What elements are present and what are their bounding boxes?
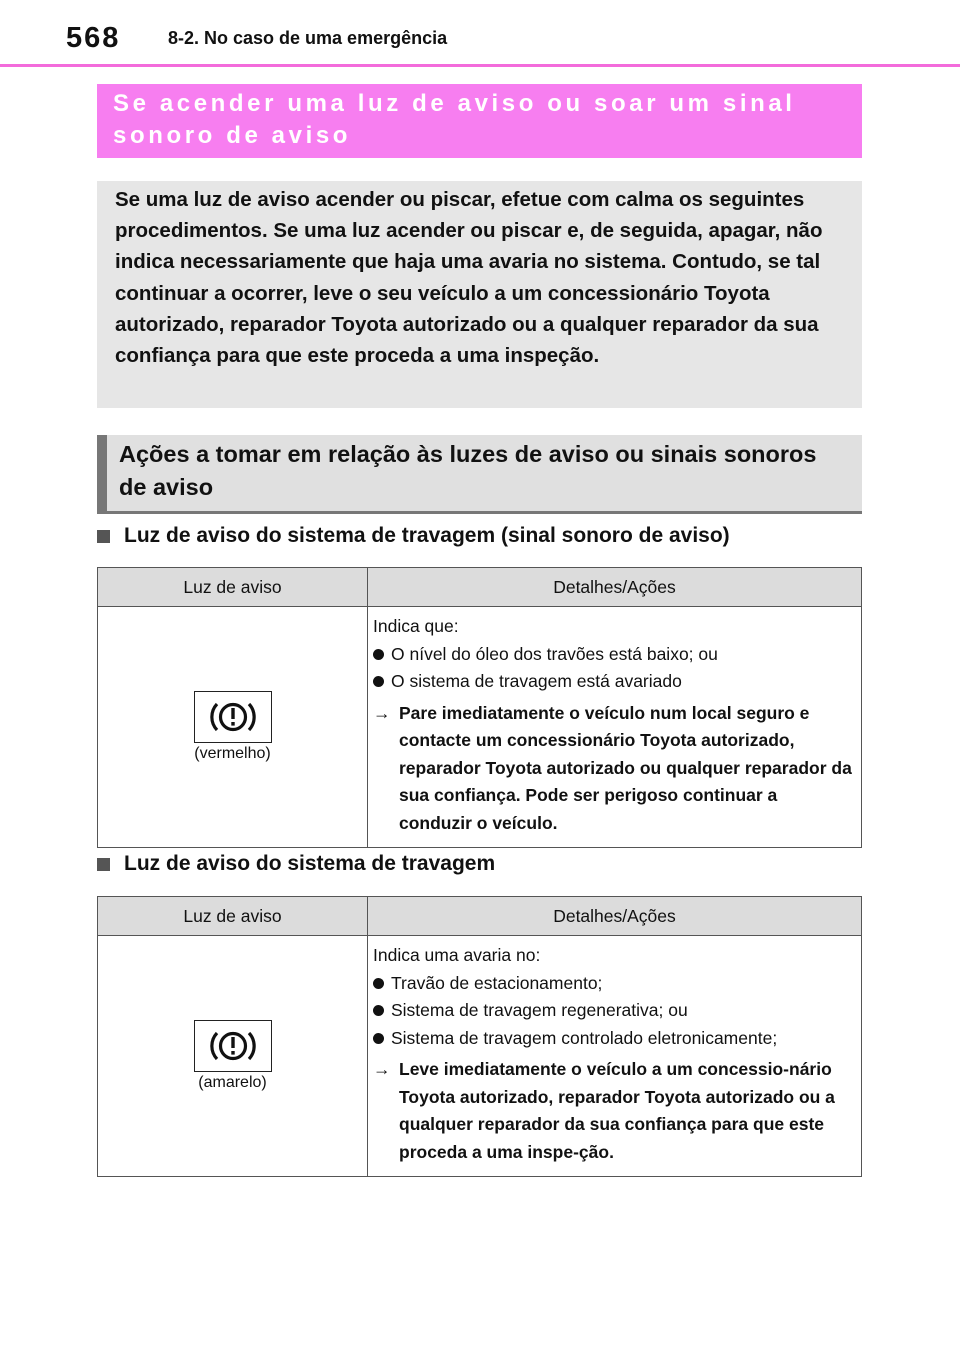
table-header-row xyxy=(98,897,861,936)
column-header-details: Detalhes/Ações xyxy=(553,576,676,597)
warning-table xyxy=(97,896,862,1177)
list-item xyxy=(373,668,855,696)
square-bullet-icon xyxy=(97,530,110,543)
subsection-heading xyxy=(97,524,730,548)
action-text: Leve imediatamente o veículo a um concessio-nário Toyota autorizado, reparador Toyota autorizado ou a qualquer reparador da sua confiança para que este proceda a uma inspe-ção. xyxy=(399,1059,835,1162)
intro-text: Se uma luz de aviso acender ou piscar, efetue com calma os seguintes procedimentos. Se uma luz acender ou piscar e, de seguida, apagar, não indica necessariamente que haja uma avaria no sistema. Contudo, se tal continuar a ocorrer, leve o seu veículo a um concessionário Toyota autorizado, reparador Toyota autorizado ou a qualquer reparador da sua confiança para que este proceda a uma inspeção. xyxy=(115,188,823,368)
details-cell xyxy=(368,936,861,1176)
action-text: Pare imediatamente o veículo num local seguro e contacte um concessionário Toyota autorizado, reparador Toyota autorizado ou qualquer reparador da sua confiança. Pode ser perigoso continuar a conduzir o veículo. xyxy=(399,702,852,833)
list-item xyxy=(373,970,855,998)
bullet-dot-icon xyxy=(373,676,384,687)
bullet-dot-icon xyxy=(373,1005,384,1016)
bullet-text: Travão de estacionamento; xyxy=(391,972,603,993)
icon-color-caption: (vermelho) xyxy=(194,745,271,762)
action-instruction xyxy=(373,700,855,838)
brake-warning-icon xyxy=(194,691,272,743)
section-title: Ações a tomar em relação às luzes de aviso ou sinais sonoros de aviso xyxy=(119,441,817,500)
subsection-heading xyxy=(97,852,495,876)
chapter-title: 8-2. No caso de uma emergência xyxy=(168,28,448,48)
action-instruction xyxy=(373,1056,855,1166)
warning-light-cell xyxy=(98,936,368,1176)
section-heading xyxy=(97,435,862,514)
table-row xyxy=(98,607,861,847)
bullet-text: Sistema de travagem regenerativa; ou xyxy=(391,1000,688,1020)
warning-table xyxy=(97,567,862,848)
square-bullet-icon xyxy=(97,858,110,871)
warning-light-cell xyxy=(98,607,368,847)
column-header-details: Detalhes/Ações xyxy=(553,905,676,926)
bullet-dot-icon xyxy=(373,978,384,989)
list-item xyxy=(373,997,855,1025)
list-item xyxy=(373,641,855,669)
banner-title: Se acender uma luz de aviso ou soar um sinal sonoro de aviso xyxy=(113,90,796,149)
header-divider xyxy=(0,64,960,67)
subsection-heading-text: Luz de aviso do sistema de travagem (sinal sonoro de aviso) xyxy=(124,524,730,547)
details-intro: Indica uma avaria no: xyxy=(373,945,541,965)
column-header-light: Luz de aviso xyxy=(98,568,368,606)
arrow-right-icon: → xyxy=(373,1059,391,1079)
subsection-heading-text: Luz de aviso do sistema de travagem xyxy=(124,852,496,875)
page-number: 568 xyxy=(66,22,121,54)
bullet-dot-icon xyxy=(373,1033,384,1044)
table-row xyxy=(98,936,861,1176)
bullet-text: O nível do óleo dos travões está baixo; ou xyxy=(391,643,718,664)
bullet-text: Sistema de travagem controlado eletronicamente; xyxy=(391,1027,778,1048)
arrow-right-icon: → xyxy=(373,702,391,723)
list-item xyxy=(373,1025,855,1053)
bullet-text: O sistema de travagem está avariado xyxy=(391,671,682,691)
details-intro: Indica que: xyxy=(373,616,459,636)
details-cell xyxy=(368,607,861,847)
brake-warning-icon xyxy=(194,1020,272,1072)
intro-panel xyxy=(97,181,862,408)
bullet-dot-icon xyxy=(373,649,384,660)
column-header-light: Luz de aviso xyxy=(98,897,368,935)
icon-color-caption: (amarelo) xyxy=(198,1074,267,1091)
page-header xyxy=(0,0,960,66)
table-header-row xyxy=(98,568,861,607)
topic-banner xyxy=(97,84,862,158)
